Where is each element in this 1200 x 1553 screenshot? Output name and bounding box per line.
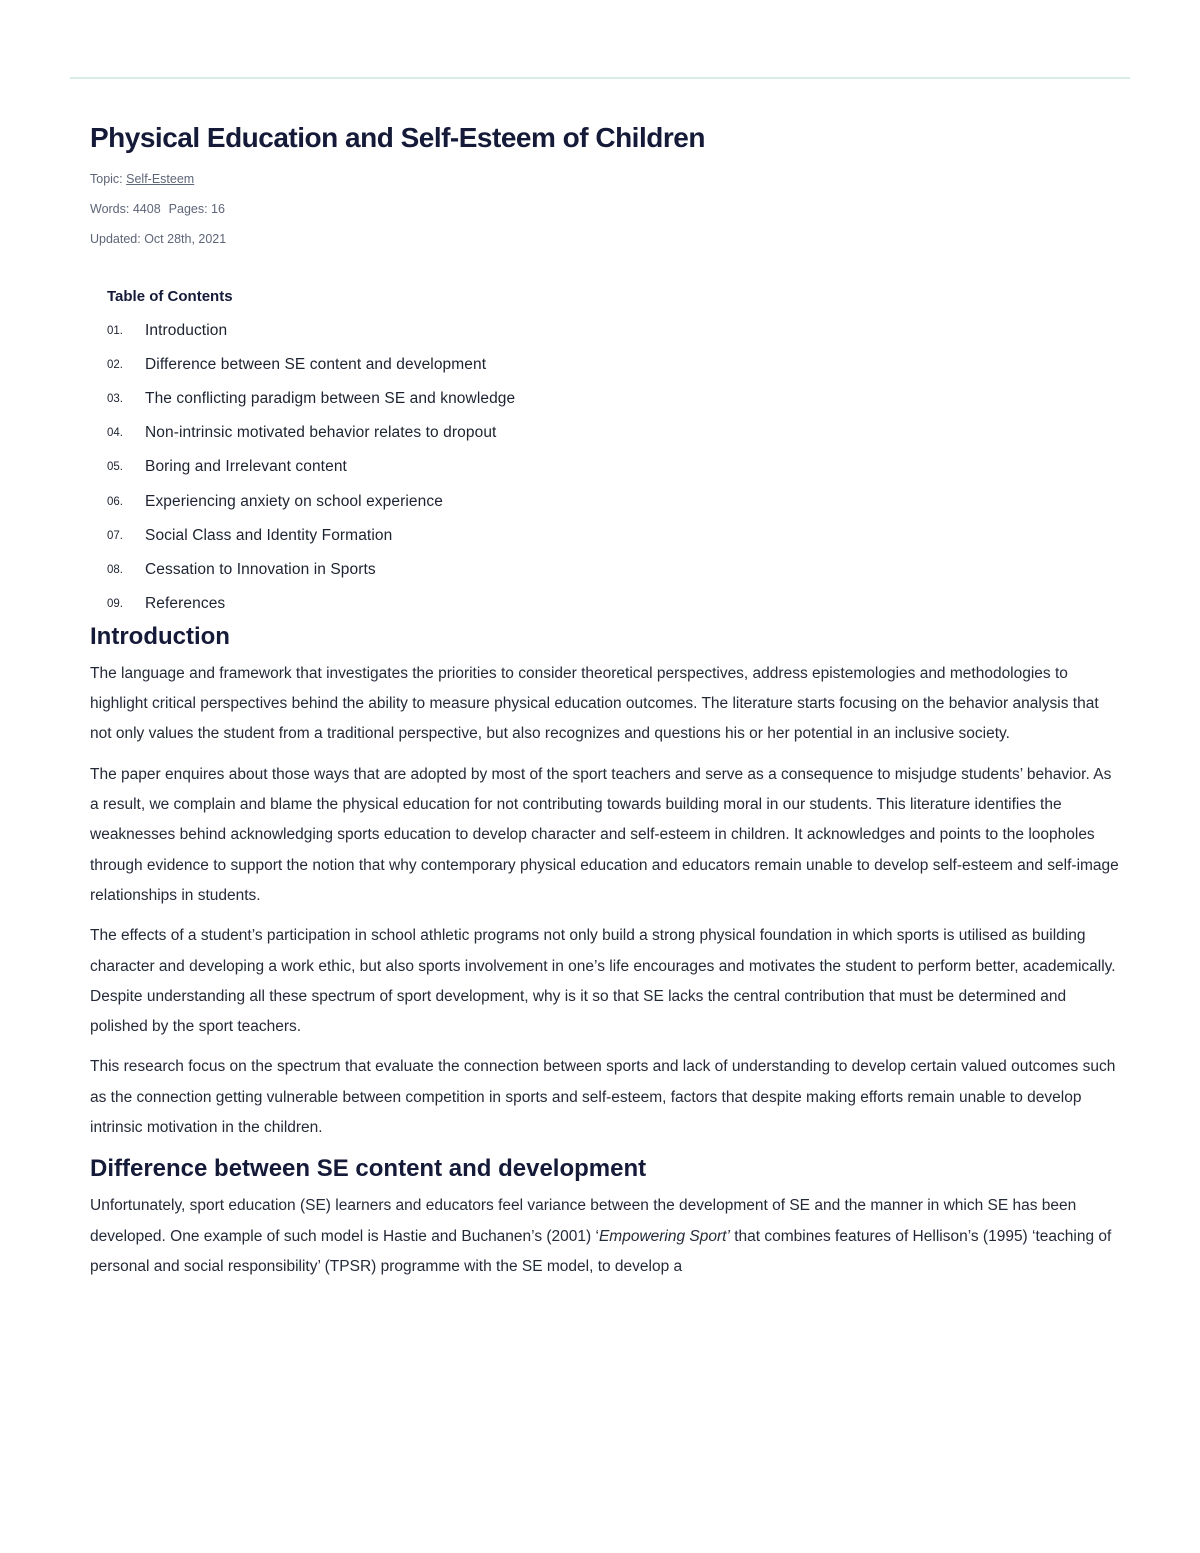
topic-link[interactable]: Self-Esteem: [126, 172, 195, 186]
toc-item-anxiety[interactable]: [107, 484, 1120, 518]
toc-label[interactable]: Difference between SE content and development: [145, 356, 487, 374]
stats-line: [90, 200, 1120, 218]
toc-label[interactable]: Cessation to Innovation in Sports: [145, 560, 376, 578]
table-of-contents: [107, 286, 1120, 621]
article: [90, 118, 1120, 1292]
toc-number: 01.: [107, 325, 123, 338]
topic-label: Topic:: [90, 172, 123, 186]
difference-heading: Difference between SE content and development: [90, 1155, 647, 1183]
word-count: Words: 4408: [90, 202, 161, 216]
difference-text-start: Unfortunately, sport education (SE) learners and educators feel variance between the development of SE and the manner in which SE has been developed. One example of such model is Hastie and Buchanen’s (2001) ‘: [90, 1197, 1077, 1245]
difference-paragraph: [90, 1191, 1120, 1282]
topic-line: [90, 170, 1120, 188]
toc-number: 03.: [107, 393, 123, 406]
toc-number: 08.: [107, 563, 123, 576]
toc-item-social-class[interactable]: [107, 519, 1120, 553]
introduction-paragraph: The paper enquires about those ways that are adopted by most of the sport teachers and serve as a consequence to misjudge students’ behavior. As a result, we complain and blame the physical education for not contributing towards building moral in our students. This literature identifies the weaknesses behind acknowledging sports education to develop character and self-esteem in children. It acknowledges and points to the loopholes through evidence to support the notion that why contemporary physical education and educators remain unable to develop self-esteem and self-image relationships in students.: [90, 765, 1119, 904]
difference-text-end: that combines features of Hellison’s (1995) ‘teaching of personal and social responsibility’ (TPSR) programme with the SE model, to develop a: [90, 1227, 1112, 1275]
toc-number: 06.: [107, 495, 123, 508]
introduction-paragraph: The effects of a student’s participation in school athletic programs not only build a strong physical foundation in which sports is utilised as building character and developing a work ethic, but also sports involvement in one’s life encourages and motivates the student to perform better, academically. Despite understanding all these spectrum of sport development, why is it so that SE lacks the central contribution that must be determined and polished by the sport teachers.: [90, 927, 1116, 1036]
toc-label[interactable]: References: [145, 594, 226, 612]
toc-item-non-intrinsic[interactable]: [107, 416, 1120, 450]
introduction-heading: Introduction: [90, 622, 230, 650]
empowering-sport-title: Empowering Sport’: [598, 1227, 730, 1245]
toc-item-introduction[interactable]: [107, 314, 1120, 348]
toc-label[interactable]: Non-intrinsic motivated behavior relates to dropout: [145, 424, 497, 442]
toc-list: [107, 314, 1120, 621]
article-title: Physical Education and Self-Esteem of Children: [90, 122, 705, 153]
toc-item-boring-content[interactable]: [107, 450, 1120, 484]
toc-item-references[interactable]: [107, 587, 1120, 621]
toc-label[interactable]: Social Class and Identity Formation: [145, 526, 393, 544]
toc-number: 02.: [107, 359, 123, 372]
toc-item-difference[interactable]: [107, 348, 1120, 382]
toc-item-cessation[interactable]: [107, 553, 1120, 587]
toc-number: 07.: [107, 529, 123, 542]
toc-label[interactable]: Experiencing anxiety on school experience: [145, 492, 443, 510]
page-count: Pages: 16: [168, 202, 225, 216]
toc-number: 09.: [107, 597, 123, 610]
toc-number: 04.: [107, 427, 123, 440]
toc-label[interactable]: Boring and Irrelevant content: [145, 458, 347, 476]
introduction-paragraph: This research focus on the spectrum that evaluate the connection between sports and lack of understanding to develop certain valued outcomes such as the connection getting vulnerable between competition in sports and self-esteem, factors that despite making efforts remain unable to develop intrinsic motivation in the children.: [90, 1058, 1116, 1136]
introduction-paragraph: The language and framework that investigates the priorities to consider theoretical perspectives, address epistemologies and methodologies to highlight critical perspectives behind the ability to measure physical education outcomes. The literature starts focusing on the behavior analysis that not only values the student from a traditional perspective, but also recognizes and questions his or her potential in an inclusive society.: [90, 664, 1099, 743]
toc-number: 05.: [107, 461, 123, 474]
toc-label[interactable]: Introduction: [145, 322, 228, 340]
top-divider: [70, 77, 1130, 79]
toc-title: Table of Contents: [107, 288, 233, 305]
toc-item-conflicting-paradigm[interactable]: [107, 382, 1120, 416]
toc-label[interactable]: The conflicting paradigm between SE and knowledge: [145, 390, 516, 408]
updated-date: Updated: Oct 28th, 2021: [90, 232, 227, 246]
